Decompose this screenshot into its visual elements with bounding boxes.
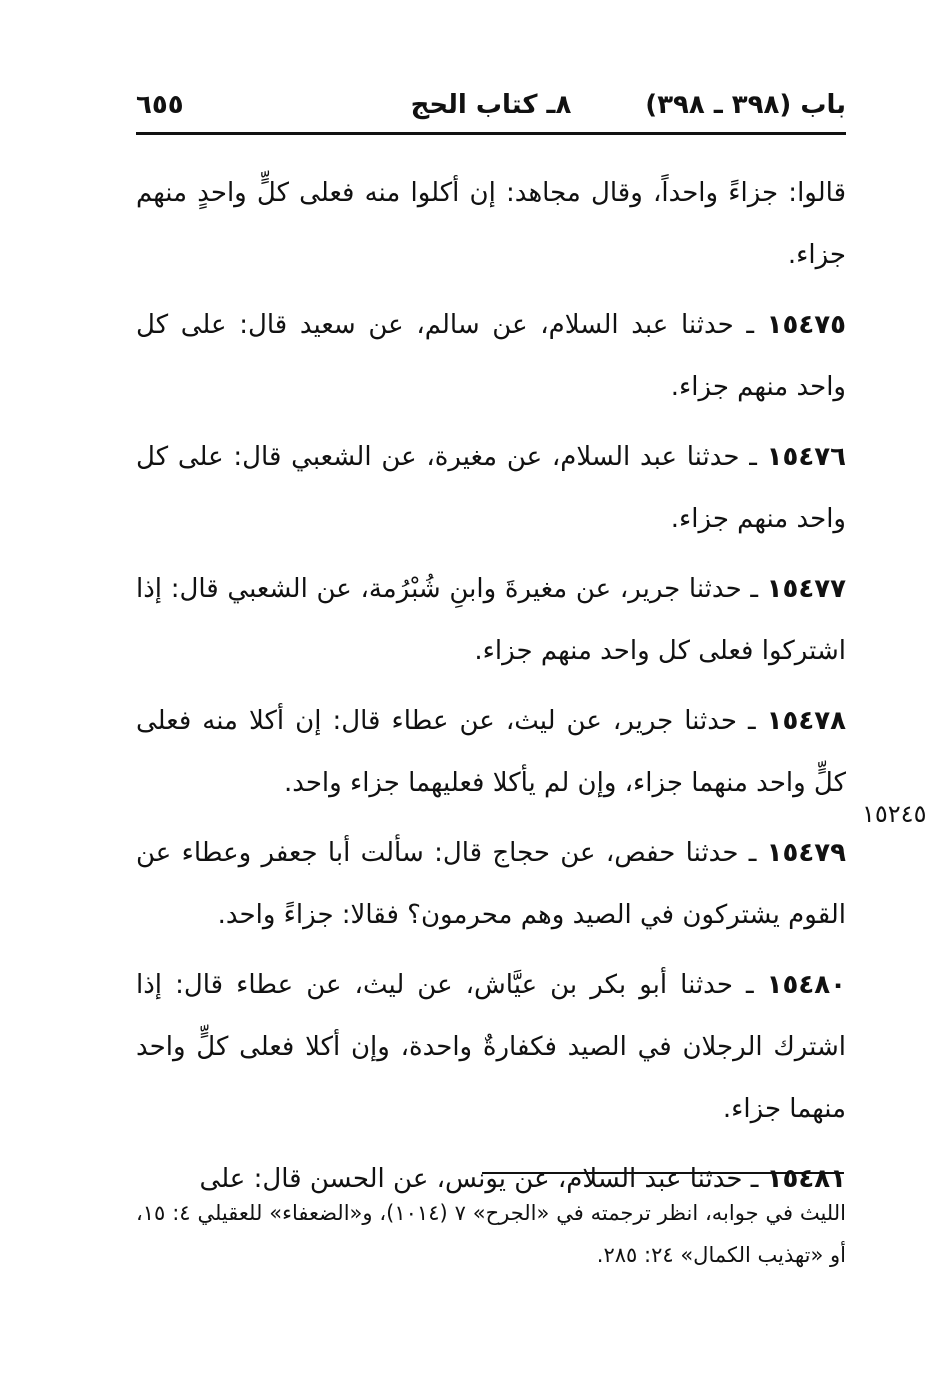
hadith-number: ١٥٤٨١: [766, 1164, 846, 1194]
hadith-15475: [136, 294, 846, 418]
footnote-divider: [482, 1172, 844, 1174]
main-text: [136, 162, 846, 1218]
page-header: [136, 86, 846, 130]
hadith-text: ـ حدثنا عبد السلام، عن مغيرة، عن الشعبي قال: على كل واحد منهم جزاء.: [136, 442, 846, 534]
margin-reference-number: ١٥٢٤٥: [862, 800, 927, 828]
hadith-text: ـ حدثنا حفص، عن حجاج قال: سألت أبا جعفر وعطاء عن القوم يشتركون في الصيد وهم محرمون؟ فقالا: جزاءً واحد.: [136, 838, 846, 930]
footnote: الليث في جوابه، انظر ترجمته في «الجرح» ٧ (١٠١٤)، و«الضعفاء» للعقيلي ٤: ١٥، أو «تهذيب الكمال» ٢٤: ٢٨٥.: [136, 1201, 846, 1267]
hadith-15477: [136, 558, 846, 682]
hadith-text: ـ حدثنا عبد السلام، عن يونس، عن الحسن قال: على: [199, 1164, 767, 1194]
hadith-15479: [136, 822, 846, 946]
hadith-number: ١٥٤٨٠: [766, 970, 846, 1000]
chapter-heading: باب (٣٩٨ ـ ٣٩٨): [645, 90, 846, 120]
hadith-text: ـ حدثنا عبد السلام، عن سالم، عن سعيد قال: على كل واحد منهم جزاء.: [136, 310, 846, 402]
paragraph-continuation: [136, 162, 846, 286]
book-title: ٨ـ كتاب الحج: [410, 90, 572, 120]
hadith-15476: [136, 426, 846, 550]
hadith-number: ١٥٤٧٦: [766, 442, 846, 472]
header-divider: [136, 132, 846, 135]
hadith-number: ١٥٤٧٥: [766, 310, 846, 340]
hadith-text: ـ حدثنا جرير، عن ليث، عن عطاء قال: إن أكلا منه فعلى كلٍّ واحد منهما جزاء، وإن لم يأكلا فعليهما جزاء واحد.: [136, 706, 846, 798]
hadith-text: ـ حدثنا أبو بكر بن عيَّاش، عن ليث، عن عطاء قال: إذا اشترك الرجلان في الصيد فكفارةٌ واحدة، وإن أكلا فعلى كلٍّ واحد منهما جزاء.: [136, 970, 846, 1124]
hadith-number: ١٥٤٧٩: [766, 838, 846, 868]
hadith-text: ـ حدثنا جرير، عن مغيرةَ وابنِ شُبْرُمة، عن الشعبي قال: إذا اشتركوا فعلى كل واحد منهم جزاء.: [136, 574, 846, 666]
hadith-number: ١٥٤٧٨: [766, 706, 846, 736]
hadith-15478: [136, 690, 846, 814]
page-number: ٦٥٥: [136, 90, 184, 120]
hadith-text: قالوا: جزاءً واحداً، وقال مجاهد: إن أكلوا منه فعلى كلٍّ واحدٍ منهم جزاء.: [136, 178, 846, 270]
hadith-number: ١٥٤٧٧: [766, 574, 846, 604]
hadith-15480: [136, 954, 846, 1140]
